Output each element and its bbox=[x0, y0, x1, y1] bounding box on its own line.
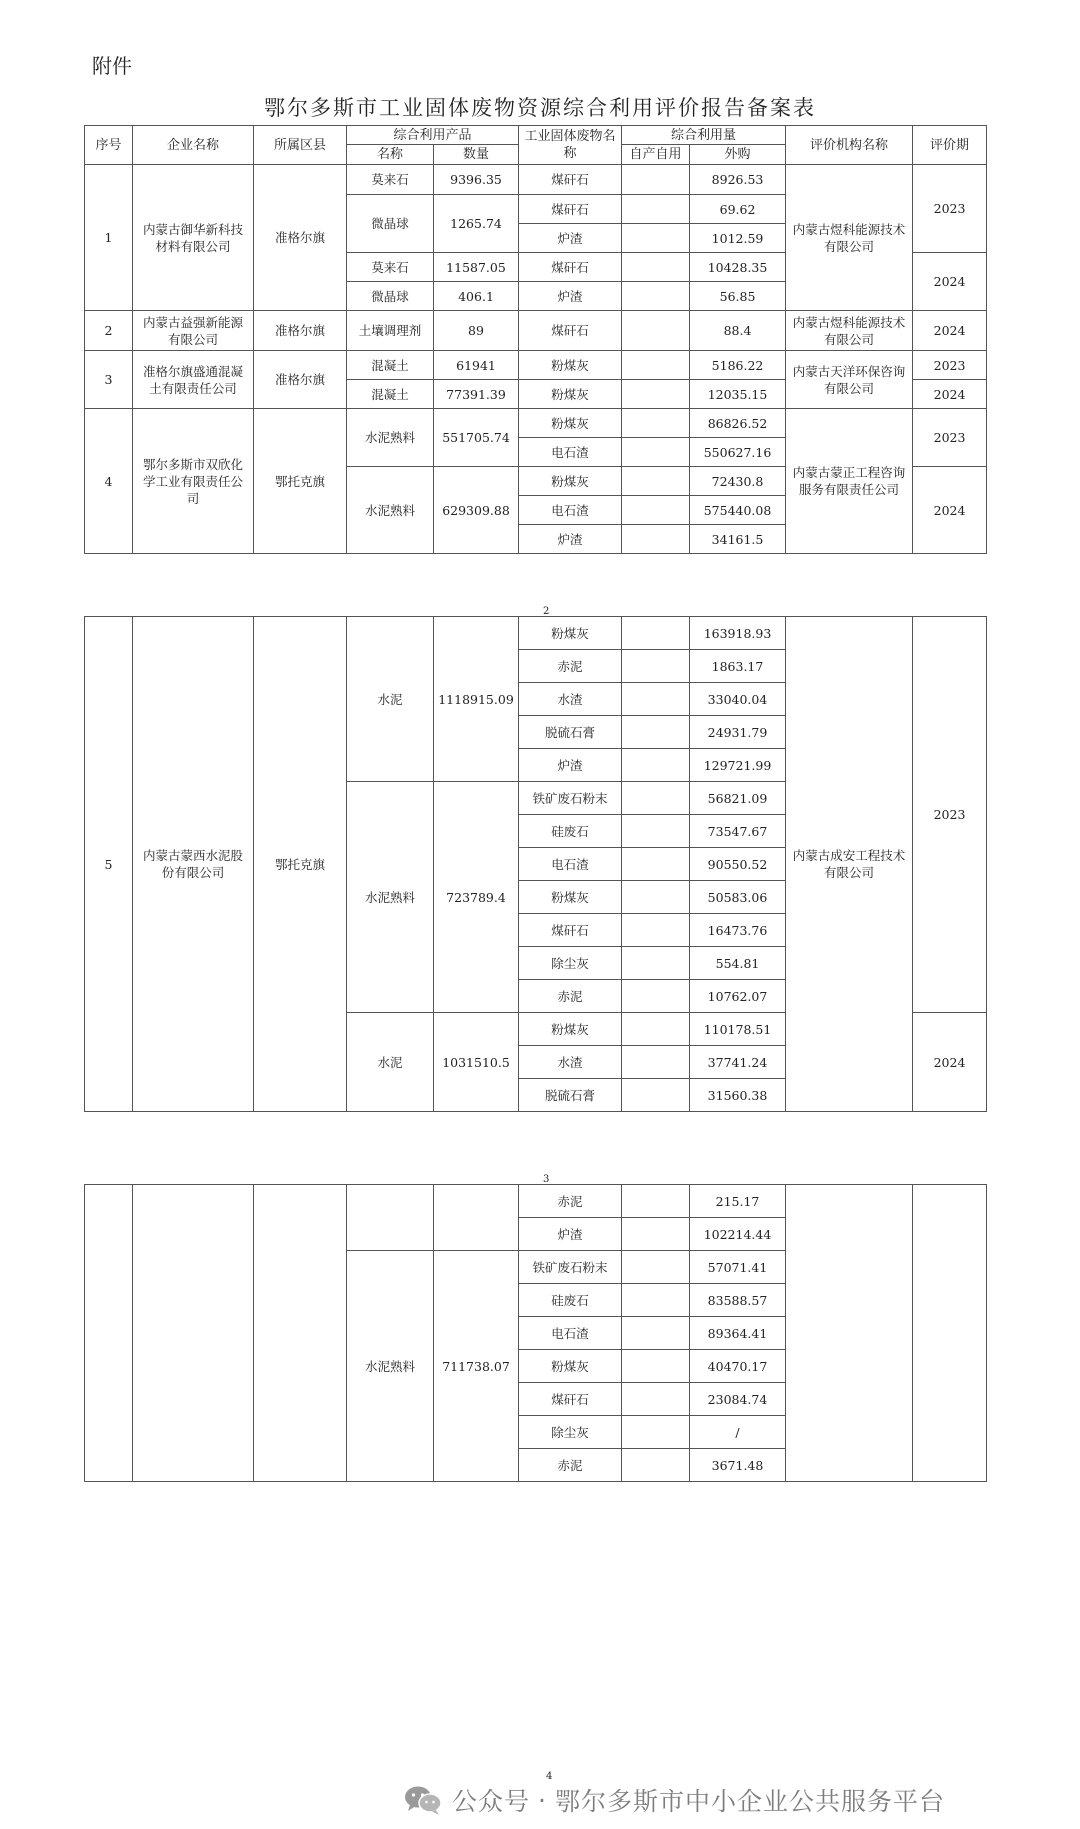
period-cell: 2024 bbox=[913, 253, 987, 311]
purchase-cell: 50583.06 bbox=[690, 881, 786, 914]
purchase-cell: / bbox=[690, 1416, 786, 1449]
table-row bbox=[85, 1185, 987, 1218]
self-use-cell bbox=[622, 1350, 690, 1383]
purchase-cell: 575440.08 bbox=[690, 496, 786, 525]
seq-cell: 4 bbox=[85, 409, 133, 554]
watermark-separator: · bbox=[538, 1785, 547, 1815]
purchase-cell: 3671.48 bbox=[690, 1449, 786, 1482]
period-cell: 2023 bbox=[913, 617, 987, 1013]
purchase-cell: 88.4 bbox=[690, 311, 786, 351]
product-name-cell: 水泥熟料 bbox=[347, 467, 434, 554]
table-row bbox=[85, 409, 987, 438]
waste-cell: 煤矸石 bbox=[519, 1383, 622, 1416]
waste-cell: 赤泥 bbox=[519, 1185, 622, 1218]
purchase-cell: 73547.67 bbox=[690, 815, 786, 848]
agency-cell: 内蒙古煜科能源技术有限公司 bbox=[786, 311, 913, 351]
self-use-cell bbox=[622, 1416, 690, 1449]
quantity-cell: 551705.74 bbox=[434, 409, 519, 467]
waste-cell: 粉煤灰 bbox=[519, 881, 622, 914]
quantity-cell: 89 bbox=[434, 311, 519, 351]
page-number: 3 bbox=[543, 1174, 550, 1185]
table-row bbox=[85, 351, 987, 380]
product-name-cell: 微晶球 bbox=[347, 282, 434, 311]
waste-cell: 水渣 bbox=[519, 683, 622, 716]
waste-cell: 煤矸石 bbox=[519, 914, 622, 947]
waste-cell: 粉煤灰 bbox=[519, 617, 622, 650]
company-cell: 内蒙古御华新科技材料有限公司 bbox=[133, 165, 254, 311]
self-use-cell bbox=[622, 351, 690, 380]
self-use-cell bbox=[622, 282, 690, 311]
waste-cell: 粉煤灰 bbox=[519, 1013, 622, 1046]
self-use-cell bbox=[622, 195, 690, 224]
self-use-cell bbox=[622, 525, 690, 554]
waste-cell: 铁矿废石粉末 bbox=[519, 1251, 622, 1284]
self-use-cell bbox=[622, 617, 690, 650]
self-use-cell bbox=[622, 848, 690, 881]
quantity-cell: 9396.35 bbox=[434, 165, 519, 195]
header-product-name: 名称 bbox=[347, 145, 434, 165]
purchase-cell: 23084.74 bbox=[690, 1383, 786, 1416]
period-cell: 2024 bbox=[913, 1013, 987, 1112]
purchase-cell: 163918.93 bbox=[690, 617, 786, 650]
agency-cell bbox=[786, 1185, 913, 1482]
self-use-cell bbox=[622, 438, 690, 467]
self-use-cell bbox=[622, 380, 690, 409]
header-district: 所属区县 bbox=[254, 126, 347, 165]
header-quantity: 数量 bbox=[434, 145, 519, 165]
product-name-cell: 水泥 bbox=[347, 1013, 434, 1112]
seq-cell: 2 bbox=[85, 311, 133, 351]
district-cell: 鄂托克旗 bbox=[254, 617, 347, 1112]
company-cell: 鄂尔多斯市双欣化学工业有限责任公司 bbox=[133, 409, 254, 554]
self-use-cell bbox=[622, 881, 690, 914]
waste-cell: 炉渣 bbox=[519, 282, 622, 311]
quantity-cell: 11587.05 bbox=[434, 253, 519, 282]
waste-cell: 炉渣 bbox=[519, 525, 622, 554]
purchase-cell: 72430.8 bbox=[690, 467, 786, 496]
purchase-cell: 89364.41 bbox=[690, 1317, 786, 1350]
header-company: 企业名称 bbox=[133, 126, 254, 165]
purchase-cell: 10428.35 bbox=[690, 253, 786, 282]
self-use-cell bbox=[622, 253, 690, 282]
purchase-cell: 12035.15 bbox=[690, 380, 786, 409]
document-title: 鄂尔多斯市工业固体废物资源综合利用评价报告备案表 bbox=[264, 96, 816, 120]
purchase-cell: 16473.76 bbox=[690, 914, 786, 947]
self-use-cell bbox=[622, 683, 690, 716]
page-number: 4 bbox=[546, 1771, 553, 1782]
agency-cell: 内蒙古蒙正工程咨询服务有限责任公司 bbox=[786, 409, 913, 554]
waste-cell: 炉渣 bbox=[519, 1218, 622, 1251]
self-use-cell bbox=[622, 1317, 690, 1350]
self-use-cell bbox=[622, 1218, 690, 1251]
purchase-cell: 215.17 bbox=[690, 1185, 786, 1218]
waste-cell: 赤泥 bbox=[519, 650, 622, 683]
purchase-cell: 554.81 bbox=[690, 947, 786, 980]
quantity-cell: 1118915.09 bbox=[434, 617, 519, 782]
header-product-group: 综合利用产品 bbox=[347, 126, 519, 145]
header-seq: 序号 bbox=[85, 126, 133, 165]
waste-cell: 煤矸石 bbox=[519, 195, 622, 224]
product-name-cell: 土壤调理剂 bbox=[347, 311, 434, 351]
seq-cell: 3 bbox=[85, 351, 133, 409]
self-use-cell bbox=[622, 1449, 690, 1482]
company-cell bbox=[133, 1185, 254, 1482]
seq-cell: 5 bbox=[85, 617, 133, 1112]
district-cell: 准格尔旗 bbox=[254, 311, 347, 351]
seq-cell bbox=[85, 1185, 133, 1482]
purchase-cell: 1012.59 bbox=[690, 224, 786, 253]
quantity-cell: 711738.07 bbox=[434, 1251, 519, 1482]
quantity-cell: 723789.4 bbox=[434, 782, 519, 1013]
self-use-cell bbox=[622, 1251, 690, 1284]
header-amount-group: 综合利用量 bbox=[622, 126, 786, 145]
self-use-cell bbox=[622, 496, 690, 525]
product-name-cell: 微晶球 bbox=[347, 195, 434, 253]
self-use-cell bbox=[622, 467, 690, 496]
waste-cell: 炉渣 bbox=[519, 224, 622, 253]
purchase-cell: 37741.24 bbox=[690, 1046, 786, 1079]
self-use-cell bbox=[622, 1079, 690, 1112]
self-use-cell bbox=[622, 980, 690, 1013]
waste-cell: 煤矸石 bbox=[519, 311, 622, 351]
waste-cell: 粉煤灰 bbox=[519, 409, 622, 438]
self-use-cell bbox=[622, 815, 690, 848]
quantity-cell: 629309.88 bbox=[434, 467, 519, 554]
product-name-cell: 混凝土 bbox=[347, 351, 434, 380]
waste-cell: 煤矸石 bbox=[519, 165, 622, 195]
purchase-cell: 56821.09 bbox=[690, 782, 786, 815]
self-use-cell bbox=[622, 650, 690, 683]
table-row bbox=[85, 311, 987, 351]
header-self-use: 自产自用 bbox=[622, 145, 690, 165]
purchase-cell: 24931.79 bbox=[690, 716, 786, 749]
purchase-cell: 110178.51 bbox=[690, 1013, 786, 1046]
waste-cell: 电石渣 bbox=[519, 438, 622, 467]
self-use-cell bbox=[622, 1284, 690, 1317]
table-row bbox=[85, 165, 987, 195]
purchase-cell: 86826.52 bbox=[690, 409, 786, 438]
district-cell: 准格尔旗 bbox=[254, 165, 347, 311]
purchase-cell: 102214.44 bbox=[690, 1218, 786, 1251]
self-use-cell bbox=[622, 409, 690, 438]
district-cell: 准格尔旗 bbox=[254, 351, 347, 409]
watermark-account: 鄂尔多斯市中小企业公共服务平台 bbox=[554, 1787, 945, 1816]
purchase-cell: 129721.99 bbox=[690, 749, 786, 782]
product-name-cell bbox=[347, 1185, 434, 1251]
self-use-cell bbox=[622, 224, 690, 253]
agency-cell: 内蒙古成安工程技术有限公司 bbox=[786, 617, 913, 1112]
waste-cell: 水渣 bbox=[519, 1046, 622, 1079]
company-cell: 准格尔旗盛通混凝土有限责任公司 bbox=[133, 351, 254, 409]
period-cell bbox=[913, 1185, 987, 1482]
waste-cell: 除尘灰 bbox=[519, 947, 622, 980]
period-cell: 2023 bbox=[913, 351, 987, 380]
record-table-page-3 bbox=[84, 1184, 987, 1482]
attachment-label: 附件 bbox=[92, 54, 132, 78]
purchase-cell: 5186.22 bbox=[690, 351, 786, 380]
waste-cell: 脱硫石膏 bbox=[519, 1079, 622, 1112]
company-cell: 内蒙古蒙西水泥股份有限公司 bbox=[133, 617, 254, 1112]
quantity-cell: 406.1 bbox=[434, 282, 519, 311]
waste-cell: 粉煤灰 bbox=[519, 351, 622, 380]
self-use-cell bbox=[622, 782, 690, 815]
waste-cell: 电石渣 bbox=[519, 848, 622, 881]
self-use-cell bbox=[622, 1046, 690, 1079]
table-row bbox=[85, 617, 987, 650]
quantity-cell: 77391.39 bbox=[434, 380, 519, 409]
self-use-cell bbox=[622, 716, 690, 749]
product-name-cell: 混凝土 bbox=[347, 380, 434, 409]
quantity-cell: 1265.74 bbox=[434, 195, 519, 253]
purchase-cell: 69.62 bbox=[690, 195, 786, 224]
quantity-cell bbox=[434, 1185, 519, 1251]
district-cell: 鄂托克旗 bbox=[254, 409, 347, 554]
purchase-cell: 8926.53 bbox=[690, 165, 786, 195]
self-use-cell bbox=[622, 1185, 690, 1218]
purchase-cell: 83588.57 bbox=[690, 1284, 786, 1317]
purchase-cell: 10762.07 bbox=[690, 980, 786, 1013]
self-use-cell bbox=[622, 1013, 690, 1046]
product-name-cell: 水泥 bbox=[347, 617, 434, 782]
waste-cell: 赤泥 bbox=[519, 980, 622, 1013]
agency-cell: 内蒙古天洋环保咨询有限公司 bbox=[786, 351, 913, 409]
self-use-cell bbox=[622, 311, 690, 351]
purchase-cell: 31560.38 bbox=[690, 1079, 786, 1112]
waste-cell: 电石渣 bbox=[519, 496, 622, 525]
seq-cell: 1 bbox=[85, 165, 133, 311]
period-cell: 2023 bbox=[913, 409, 987, 467]
product-name-cell: 水泥熟料 bbox=[347, 1251, 434, 1482]
company-cell: 内蒙古益强新能源有限公司 bbox=[133, 311, 254, 351]
wechat-icon bbox=[402, 1784, 444, 1816]
waste-cell: 电石渣 bbox=[519, 1317, 622, 1350]
record-table-page-1 bbox=[84, 125, 987, 554]
self-use-cell bbox=[622, 1383, 690, 1416]
product-name-cell: 莫来石 bbox=[347, 253, 434, 282]
waste-cell: 粉煤灰 bbox=[519, 1350, 622, 1383]
product-name-cell: 莫来石 bbox=[347, 165, 434, 195]
header-waste: 工业固体废物名称 bbox=[519, 126, 622, 165]
waste-cell: 硅废石 bbox=[519, 1284, 622, 1317]
purchase-cell: 1863.17 bbox=[690, 650, 786, 683]
period-cell: 2024 bbox=[913, 311, 987, 351]
waste-cell: 脱硫石膏 bbox=[519, 716, 622, 749]
self-use-cell bbox=[622, 914, 690, 947]
purchase-cell: 56.85 bbox=[690, 282, 786, 311]
product-name-cell: 水泥熟料 bbox=[347, 409, 434, 467]
waste-cell: 煤矸石 bbox=[519, 253, 622, 282]
period-cell: 2023 bbox=[913, 165, 987, 253]
period-cell: 2024 bbox=[913, 467, 987, 554]
watermark-prefix: 公众号 bbox=[452, 1787, 531, 1816]
purchase-cell: 550627.16 bbox=[690, 438, 786, 467]
quantity-cell: 1031510.5 bbox=[434, 1013, 519, 1112]
waste-cell: 赤泥 bbox=[519, 1449, 622, 1482]
wechat-watermark bbox=[402, 1780, 945, 1820]
period-cell: 2024 bbox=[913, 380, 987, 409]
product-name-cell: 水泥熟料 bbox=[347, 782, 434, 1013]
purchase-cell: 40470.17 bbox=[690, 1350, 786, 1383]
self-use-cell bbox=[622, 749, 690, 782]
quantity-cell: 61941 bbox=[434, 351, 519, 380]
header-purchase: 外购 bbox=[690, 145, 786, 165]
waste-cell: 硅废石 bbox=[519, 815, 622, 848]
waste-cell: 除尘灰 bbox=[519, 1416, 622, 1449]
district-cell bbox=[254, 1185, 347, 1482]
agency-cell: 内蒙古煜科能源技术有限公司 bbox=[786, 165, 913, 311]
purchase-cell: 57071.41 bbox=[690, 1251, 786, 1284]
self-use-cell bbox=[622, 165, 690, 195]
waste-cell: 铁矿废石粉末 bbox=[519, 782, 622, 815]
purchase-cell: 90550.52 bbox=[690, 848, 786, 881]
page-number: 2 bbox=[543, 606, 550, 617]
purchase-cell: 33040.04 bbox=[690, 683, 786, 716]
waste-cell: 炉渣 bbox=[519, 749, 622, 782]
waste-cell: 粉煤灰 bbox=[519, 380, 622, 409]
header-period: 评价期 bbox=[913, 126, 987, 165]
record-table-page-2 bbox=[84, 616, 987, 1112]
waste-cell: 粉煤灰 bbox=[519, 467, 622, 496]
header-agency: 评价机构名称 bbox=[786, 126, 913, 165]
purchase-cell: 34161.5 bbox=[690, 525, 786, 554]
self-use-cell bbox=[622, 947, 690, 980]
